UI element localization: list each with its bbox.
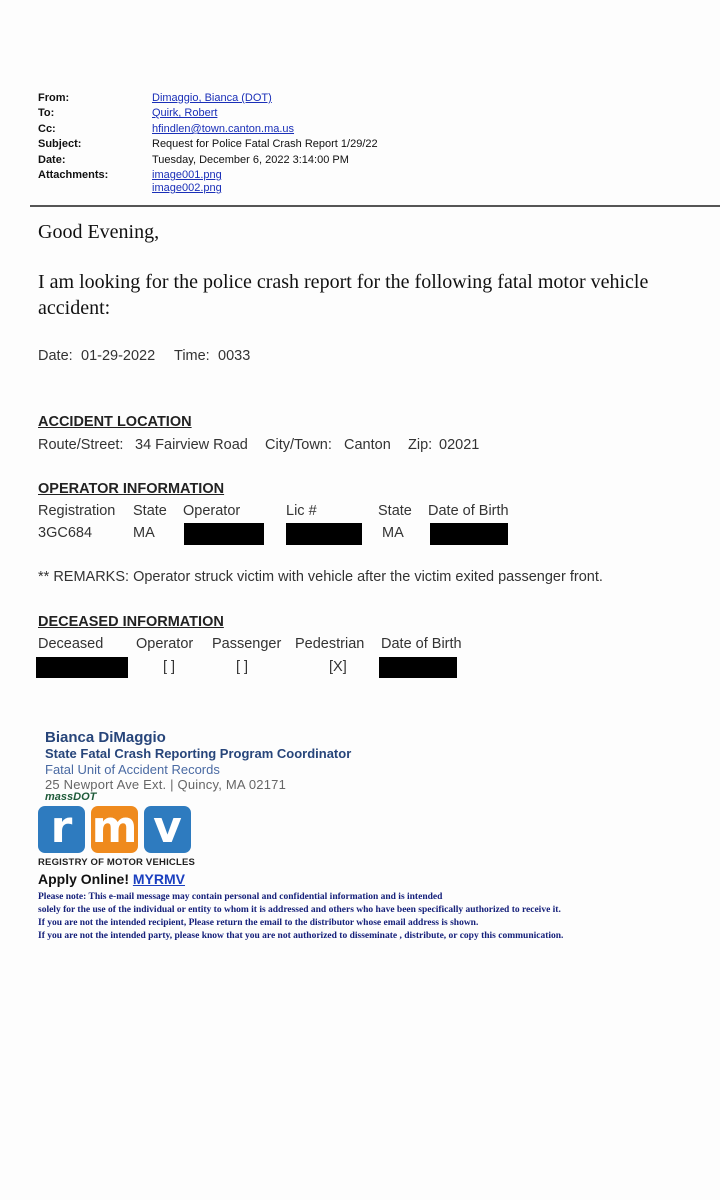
registration-value: 3GC684 bbox=[38, 525, 93, 541]
request-text-line2: accident: bbox=[38, 297, 111, 319]
report-time-label: Time: bbox=[174, 348, 210, 364]
disclaimer-line: If you are not the intended party, please know that you are not authorized to disseminate , distribute, or copy this communication. bbox=[38, 931, 564, 941]
route-label: Route/Street: bbox=[38, 437, 124, 453]
disclaimer-line: solely for the use of the individual or entity to whom it is addressed and others who have been specifically authorized to receive it. bbox=[38, 905, 561, 915]
column-header: Date of Birth bbox=[428, 503, 509, 519]
from-label: From: bbox=[38, 92, 70, 104]
state-value: MA bbox=[133, 525, 155, 541]
cc-label: Cc: bbox=[38, 123, 56, 135]
header-divider bbox=[30, 205, 720, 207]
attachments-label: Attachments: bbox=[38, 169, 109, 181]
disclaimer-line: Please note: This e-mail message may contain personal and confidential information and is intended bbox=[38, 892, 443, 902]
registry-text: REGISTRY OF MOTOR VEHICLES bbox=[38, 857, 196, 868]
passenger-checkbox: [ ] bbox=[236, 659, 249, 675]
operator-checkbox: [ ] bbox=[163, 659, 176, 675]
signature-name: Bianca DiMaggio bbox=[45, 729, 166, 746]
column-header: Pedestrian bbox=[295, 636, 365, 652]
rmv-logo-v: v bbox=[144, 806, 191, 853]
remarks-text: ** REMARKS: Operator struck victim with vehicle after the victim exited passenger front. bbox=[38, 569, 603, 585]
attachment-link[interactable]: image001.png bbox=[152, 169, 222, 181]
city-label: City/Town: bbox=[265, 437, 332, 453]
greeting: Good Evening, bbox=[38, 221, 160, 243]
apply-online bbox=[38, 871, 185, 887]
to-link[interactable]: Quirk, Robert bbox=[152, 107, 218, 119]
column-header: Operator bbox=[136, 636, 194, 652]
column-header: Operator bbox=[183, 503, 241, 519]
signature-title: State Fatal Crash Reporting Program Coordinator bbox=[45, 746, 352, 761]
signature-address: 25 Newport Ave Ext. | Quincy, MA 02171 bbox=[45, 777, 287, 792]
redacted-operator-dob bbox=[430, 523, 508, 545]
attachment-link[interactable]: image002.png bbox=[152, 182, 222, 194]
apply-online-text: Apply Online! bbox=[38, 871, 129, 887]
request-text-line1: I am looking for the police crash report for the following fatal motor vehicle bbox=[38, 271, 649, 293]
deceased-information-heading: DECEASED INFORMATION bbox=[38, 614, 224, 630]
disclaimer-line: If you are not the intended recipient, Please return the email to the distributor whose email address is shown. bbox=[38, 918, 479, 928]
redacted-deceased-name bbox=[36, 657, 128, 678]
column-header: Date of Birth bbox=[381, 636, 462, 652]
column-header: Registration bbox=[38, 503, 116, 519]
zip-value: 02021 bbox=[439, 437, 480, 453]
report-date-value: 01-29-2022 bbox=[81, 348, 156, 364]
redacted-license-number bbox=[286, 523, 362, 545]
date-value: Tuesday, December 6, 2022 3:14:00 PM bbox=[152, 154, 349, 166]
accident-location-heading: ACCIDENT LOCATION bbox=[38, 414, 192, 430]
column-header: Passenger bbox=[212, 636, 282, 652]
column-header: Lic # bbox=[286, 503, 317, 519]
column-header: State bbox=[378, 503, 412, 519]
operator-information-heading: OPERATOR INFORMATION bbox=[38, 481, 225, 497]
pedestrian-checkbox: [X] bbox=[329, 659, 347, 675]
cc-link[interactable]: hfindlen@town.canton.ma.us bbox=[152, 123, 295, 135]
subject-label: Subject: bbox=[38, 138, 82, 150]
rmv-logo-r: r bbox=[38, 806, 85, 853]
from-link[interactable]: Dimaggio, Bianca (DOT) bbox=[152, 92, 272, 104]
redacted-deceased-dob bbox=[379, 657, 457, 678]
massdot-logo: massDOT bbox=[45, 791, 97, 803]
report-date-label: Date: bbox=[38, 348, 73, 364]
date-label: Date: bbox=[38, 154, 66, 166]
route-value: 34 Fairview Road bbox=[135, 437, 248, 453]
city-value: Canton bbox=[344, 437, 391, 453]
column-header: Deceased bbox=[38, 636, 104, 652]
column-header: State bbox=[133, 503, 167, 519]
signature-unit: Fatal Unit of Accident Records bbox=[45, 762, 220, 777]
to-label: To: bbox=[38, 107, 55, 119]
rmv-logo-m: m bbox=[91, 802, 138, 853]
myrmv-link[interactable]: MYRMV bbox=[132, 871, 186, 887]
subject-value: Request for Police Fatal Crash Report 1/29/22 bbox=[152, 138, 378, 150]
report-time-value: 0033 bbox=[218, 348, 251, 364]
redacted-operator-name bbox=[184, 523, 264, 545]
zip-label: Zip: bbox=[408, 437, 433, 453]
license-state-value: MA bbox=[382, 525, 404, 541]
